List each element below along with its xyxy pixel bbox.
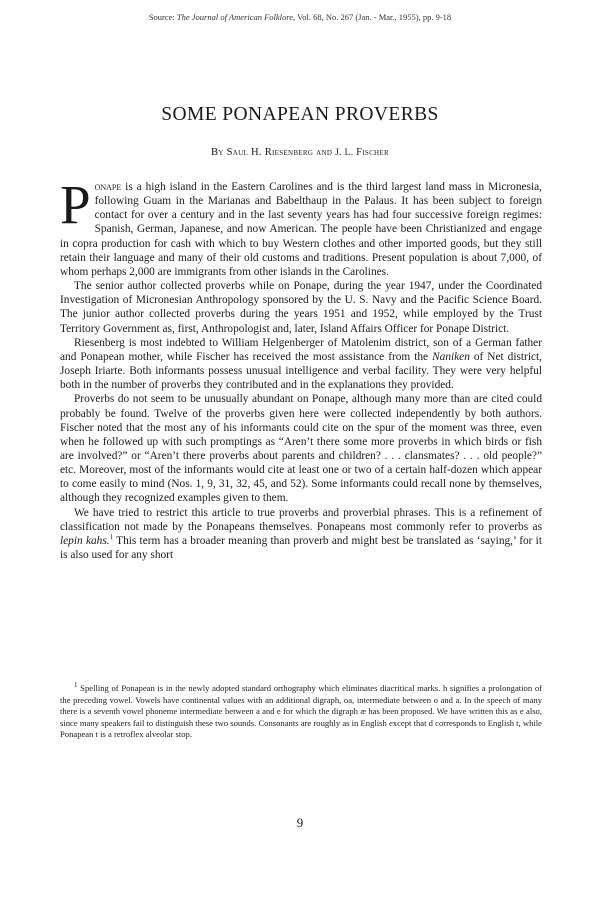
page-number: 9: [296, 815, 304, 830]
byline: By Saul H. Riesenberg and J. L. Fischer: [211, 147, 389, 158]
footnote-1: $^1$ Spelling of Ponapean is in the newly adopted standard orthography which eliminates diacritical marks. h signifies a prolongation of the preceding vowel. Vowels have continental values with an additional digraph, oa, intermediate between o and a. In the speech of many there is a seventh vowel phoneme intermediate between a and e for which the digraph æ has been proposed. We have written this as e also, since many speakers fail to distinguish these two sounds. Consonants are roughly as in English except that d corresponds to English t, while Ponapean t is a retroflex alveolar stop.: [60, 681, 542, 740]
author-1: Saul H. Riesenberg: [226, 147, 314, 158]
drop-cap: P: [60, 174, 91, 235]
journal-name: The Journal of American Folklore: [176, 12, 294, 22]
footnote-ref: 1: [109, 533, 114, 542]
article-title: SOME PONAPEAN PROVERBS: [161, 104, 439, 125]
article-body: [60, 174, 542, 562]
paragraph-2: The senior author collected proverbs while on Ponape, during the year 1947, under the Coordinated Investigation of Micronesian Anthropology sponsored by the U. S. Navy and the Pacific Science Board. The junior author collected proverbs during the years 1951 and 1952, while employed by the Trust Territory Government as, first, Anthropologist and, later, Island Affairs Officer for Ponape District.: [60, 280, 542, 335]
paragraph-3: Riesenberg is most indebted to William Helgenberger of Matolenim district, son of a German father and Ponapean mother, while Fischer has received the most assistance from the Naniken of Net district, Joseph Iriarte. Both informants possess unusual intelligence and verbal facility. They were very helpful both in the number of proverbs they contributed and in the explanations they provided.: [60, 336, 542, 392]
source-citation: Source: The Journal of American Folklore, Vol. 68, No. 267 (Jan. - Mar., 1955), pp. 9-18: [148, 12, 452, 22]
paragraph-5: We have tried to restrict this article to true proverbs and proverbial phrases. This is a refinement of classification not made by the Ponapeans themselves. Ponapeans most commonly refer to proverbs as lepin kahs.$^1$ This term has a broader meaning than proverb and might best be translated as ‘saying,’ for it is also used for any short: [60, 506, 542, 562]
paragraph-4: Proverbs do not seem to be unusually abundant on Ponape, although many more than are cited could probably be found. Twelve of the proverbs given here were collected independently by both authors. Fischer noted that the most any of his informants could cite on the spur of the moment was three, even when he followed up with such promptings as “Aren’t there some more proverbs in which birds or fish are involved?” or “Aren’t there proverbs about parents and children? . . . clansmates? . . . old people?” etc. Moreover, most of the informants would cite at least one or two of a certain half-dozen which appear to come easily to mind (Nos. 1, 9, 31, 32, 45, and 52). Some informants could recall none by themselves, although they recognized examples given to them.: [60, 393, 542, 505]
author-2: Fischer: [356, 147, 389, 158]
footnotes: [60, 683, 542, 741]
paragraph-1: Ponape is a high island in the Eastern Carolines and is the third largest land mass in Micronesia, following Guam in the Marianas and Babelthaup in the Palaus. It has been subject to foreign contact for over a century and in the last seventy years has had four successive foreign regimes: Spanish, German, Japanese, and now American. The people have been Christianized and engage in copra production for cash with which to buy Western clothes and other imported goods, but they still retain their language and many of their old customs and traditions. Present population is about 7,000, of whom perhaps 2,000 are immigrants from other islands in the Carolines.: [60, 174, 542, 278]
